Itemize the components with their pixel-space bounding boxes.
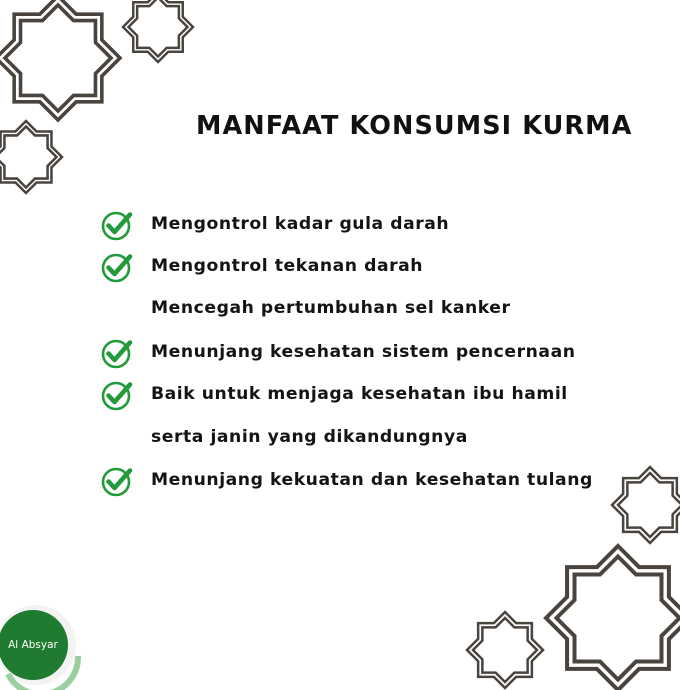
benefit-item bbox=[100, 337, 620, 369]
benefit-text: Baik untuk menjaga kesehatan ibu hamil bbox=[151, 384, 568, 404]
check-circle-icon bbox=[100, 209, 134, 241]
check-circle-icon bbox=[100, 337, 134, 369]
page-title: MANFAAT KONSUMSI KURMA bbox=[196, 111, 633, 141]
benefit-text: Mengontrol tekanan darah bbox=[151, 256, 424, 276]
brand-logo-text: Al Absyar bbox=[8, 639, 58, 651]
benefit-text: Menunjang kesehatan sistem pencernaan bbox=[151, 342, 576, 362]
benefit-item bbox=[100, 251, 620, 283]
benefit-text: Menunjang kekuatan dan kesehatan tulang bbox=[151, 470, 593, 490]
benefit-text: serta janin yang dikandungnya bbox=[151, 427, 468, 447]
check-circle-icon bbox=[100, 379, 134, 411]
benefit-item bbox=[100, 379, 620, 411]
check-circle-icon bbox=[100, 465, 134, 497]
benefit-item bbox=[100, 465, 620, 497]
benefit-text: Mencegah pertumbuhan sel kanker bbox=[151, 298, 511, 318]
benefit-text: Mengontrol kadar gula darah bbox=[151, 214, 450, 234]
benefit-item bbox=[100, 293, 620, 325]
check-circle-icon bbox=[100, 251, 134, 283]
benefit-item bbox=[100, 422, 620, 454]
benefit-item bbox=[100, 209, 620, 241]
